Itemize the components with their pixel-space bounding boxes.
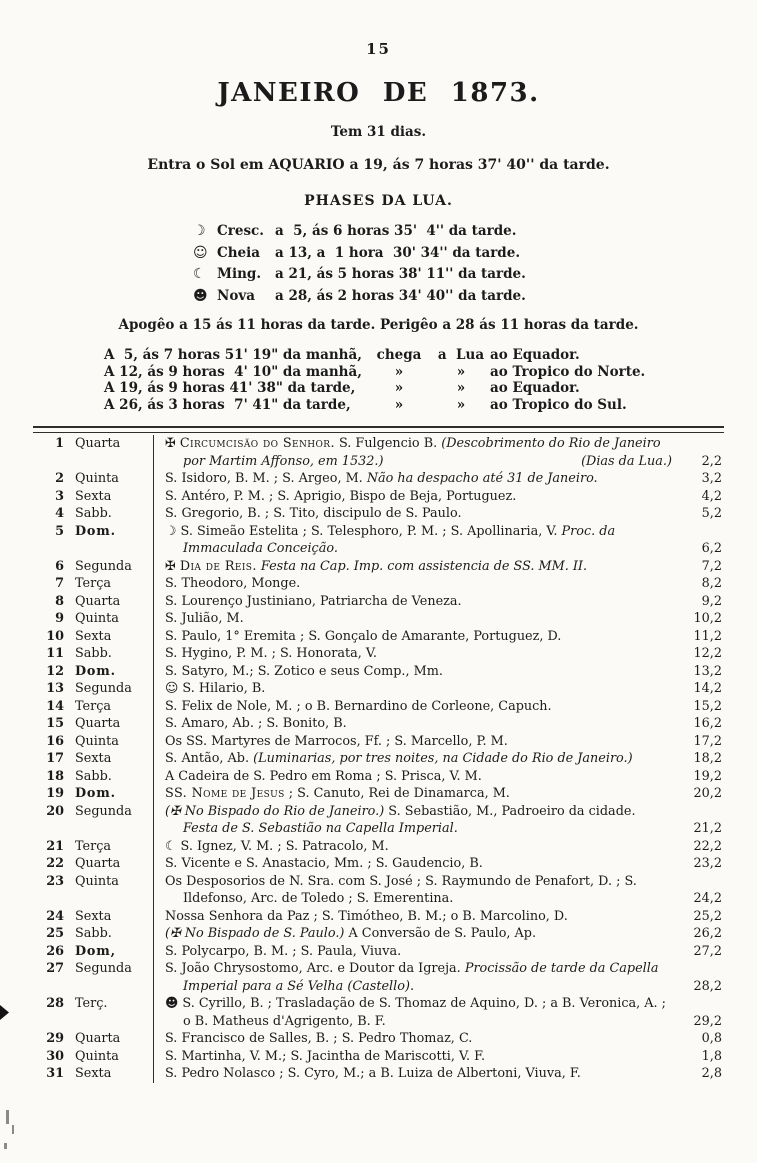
day-entry xyxy=(153,575,678,593)
day-number: 17 xyxy=(46,751,64,766)
entry-text: A Cadeira de S. Pedro em Roma ; S. Prisca, V. M. xyxy=(165,768,482,784)
day-entry xyxy=(153,558,678,576)
weekday-label: Terça xyxy=(75,698,112,714)
new-moon-icon: ☻ xyxy=(193,287,208,304)
weekday-label: Dom. xyxy=(75,663,116,679)
table-row xyxy=(33,908,724,926)
table-row xyxy=(33,803,724,838)
weekday-label: Quinta xyxy=(75,611,119,626)
waning-crescent-icon: ☾ xyxy=(193,266,206,282)
day-entry xyxy=(153,768,678,786)
table-row xyxy=(33,960,724,995)
lunar-crossing-row xyxy=(104,380,757,397)
entry-text: S. Satyro, M.; S. Zotico e seus Comp., Mm. xyxy=(165,663,443,679)
entry-text: Os Desposorios de N. Sra. com S. José ; S. Raymundo de Penafort, D. ; S. Ildefonso, Arc. de Toledo ; S. Emerentina. xyxy=(165,873,637,906)
weekday-label: Dom, xyxy=(75,943,116,959)
entry-text: SS. Nome de Jesus xyxy=(165,786,285,801)
day-entry xyxy=(153,698,678,716)
moon-phases-list xyxy=(193,221,757,307)
lunar-crossing-row xyxy=(104,397,757,414)
weekday-label: Segunda xyxy=(75,803,132,819)
weekday-label: Quarta xyxy=(75,856,121,871)
day-number: 10 xyxy=(46,628,64,644)
table-row xyxy=(33,575,724,593)
moon-phase-label: Cheia xyxy=(217,244,261,261)
table-row xyxy=(33,435,724,470)
crossing-destination: ao Tropico do Norte. xyxy=(490,363,646,380)
crossing-mid: chega xyxy=(376,347,422,363)
weekday-label: Quinta xyxy=(75,1048,119,1064)
entry-text: Nossa Senhora da Paz ; S. Timótheo, B. M.; o B. Marcolino, D. xyxy=(165,908,568,924)
weekday-label: Sabb. xyxy=(75,646,112,661)
entry-text: (✠ No Bispado do Rio de Janeiro.) xyxy=(165,803,385,819)
moon-day-value: 2,8 xyxy=(701,1066,722,1081)
weekday-label: Quinta xyxy=(75,873,119,889)
entry-text: Dia de Reis. xyxy=(179,558,257,574)
day-entry xyxy=(153,663,678,681)
day-entry xyxy=(153,803,678,838)
day-number: 30 xyxy=(46,1048,64,1064)
moon-day-value: 22,2 xyxy=(693,838,722,854)
calendar-rows xyxy=(33,435,724,1083)
moon-day-value: 27,2 xyxy=(693,943,722,959)
moon-phase-row xyxy=(193,264,757,286)
waning-crescent-icon: ☾ xyxy=(165,838,177,854)
day-entry xyxy=(153,470,678,488)
day-number: 13 xyxy=(46,681,64,696)
scan-noise xyxy=(6,1110,9,1124)
weekday-label: Sexta xyxy=(75,1066,112,1081)
weekday-label: Terç. xyxy=(75,996,108,1011)
table-row xyxy=(33,1065,724,1083)
crossing-mid: » xyxy=(456,380,466,396)
crossing-time: A 5, ás 7 horas 51' 19" da manhã, xyxy=(104,347,362,363)
crossing-mid: » xyxy=(456,396,466,413)
weekday-label: Quarta xyxy=(75,436,121,451)
entry-text: S. Antão, Ab. xyxy=(165,751,254,766)
moon-day-value: 16,2 xyxy=(693,716,722,731)
crossing-time: A 26, ás 3 horas 7' 41" da tarde, xyxy=(104,396,351,413)
day-entry xyxy=(153,855,678,873)
moon-day-value: 2,2 xyxy=(701,453,722,469)
table-row xyxy=(33,715,724,733)
weekday-label: Dom. xyxy=(75,523,116,539)
entry-text: S. Hygino, P. M. ; S. Honorata, V. xyxy=(165,646,377,661)
dias-da-lua-label: (Dias da Lua.) xyxy=(581,453,672,469)
entry-text: ; S. Canuto, Rei de Dinamarca, M. xyxy=(284,786,510,801)
entry-text: Proc. da Immaculada Conceição. xyxy=(183,523,616,556)
entry-text: S. Theodoro, Monge. xyxy=(165,576,301,591)
entry-text: S. Hilario, B. xyxy=(178,681,266,696)
moon-phase-row xyxy=(193,286,757,308)
table-row xyxy=(33,943,724,961)
table-row xyxy=(33,750,724,768)
day-number: 6 xyxy=(55,558,64,574)
day-entry xyxy=(153,873,678,908)
table-row xyxy=(33,488,724,506)
moon-day-value: 26,2 xyxy=(693,926,722,941)
day-number: 5 xyxy=(55,523,64,539)
entry-text: (Luminarias, por tres noites, na Cidade do Rio de Janeiro.) xyxy=(253,751,633,766)
table-top-rule xyxy=(33,426,724,433)
day-entry xyxy=(153,943,678,961)
weekday-label: Sexta xyxy=(75,488,112,504)
weekday-label: Sexta xyxy=(75,908,112,924)
cross-icon: ✠ xyxy=(165,558,176,574)
lunar-crossing-row xyxy=(104,364,757,381)
moon-phases-heading: PHASES DA LUA. xyxy=(304,193,453,209)
day-entry xyxy=(153,680,678,698)
crossing-time: A 12, ás 9 horas 4' 10" da manhã, xyxy=(104,363,362,380)
moon-day-value: 25,2 xyxy=(693,908,722,924)
entry-text: S. Lourenço Justiniano, Patriarcha de Veneza. xyxy=(165,593,462,609)
entry-text: S. Ignez, V. M. ; S. Patracolo, M. xyxy=(176,838,389,854)
table-row xyxy=(33,628,724,646)
day-entry xyxy=(153,1048,678,1066)
entry-text: Festa na Cap. Imp. com assistencia de SS. MM. II. xyxy=(260,558,588,574)
table-row xyxy=(33,593,724,611)
day-number: 14 xyxy=(46,698,64,714)
crossing-destination: ao Equador. xyxy=(490,380,580,396)
page-header xyxy=(0,0,757,209)
day-entry xyxy=(153,715,678,733)
table-row xyxy=(33,505,724,523)
entry-text: S. Cyrillo, B. ; Trasladação de S. Thomaz de Aquino, D. ; a B. Veronica, A. ; o B. Matheus d'Agrigento, B. F. xyxy=(178,996,666,1029)
crossing-destination: ao Tropico do Sul. xyxy=(490,396,627,413)
waxing-crescent-icon: ☽ xyxy=(193,223,206,239)
moon-day-value: 7,2 xyxy=(701,558,722,574)
day-entry xyxy=(153,1065,678,1083)
full-moon-icon: ☺ xyxy=(165,681,179,696)
day-number: 20 xyxy=(46,803,64,819)
entry-text: S. Sebastião, M., Padroeiro da cidade. xyxy=(384,803,636,819)
entry-text: S. Martinha, V. M.; S. Jacintha de Mariscotti, V. F. xyxy=(165,1048,486,1064)
table-row xyxy=(33,768,724,786)
crossing-mid: » xyxy=(394,396,404,413)
table-row xyxy=(33,733,724,751)
moon-day-value: 4,2 xyxy=(701,488,722,504)
day-entry xyxy=(153,593,678,611)
entry-text: S. Felix de Nole, M. ; o B. Bernardino de Corleone, Capuch. xyxy=(165,698,552,714)
day-entry xyxy=(153,435,678,470)
moon-day-value: 18,2 xyxy=(693,751,722,766)
weekday-label: Segunda xyxy=(75,558,132,574)
crossing-time: A 19, ás 9 horas 41' 38" da tarde, xyxy=(104,380,356,396)
day-number: 27 xyxy=(46,961,64,976)
table-row xyxy=(33,785,724,803)
page-number: 15 xyxy=(366,40,391,58)
new-moon-icon: ☻ xyxy=(165,996,179,1011)
weekday-label: Sabb. xyxy=(75,926,112,941)
weekday-label: Segunda xyxy=(75,681,132,696)
entry-text: S. Amaro, Ab. ; S. Bonito, B. xyxy=(165,716,347,731)
day-number: 28 xyxy=(46,996,64,1011)
moon-day-value: 12,2 xyxy=(693,646,722,661)
day-number: 12 xyxy=(46,663,64,679)
day-number: 25 xyxy=(46,926,64,941)
entry-text: S. Antéro, P. M. ; S. Aprigio, Bispo de Beja, Portuguez. xyxy=(165,488,517,504)
scan-artifact-triangle xyxy=(0,1005,9,1020)
entry-text: S. João Chrysostomo, Arc. e Doutor da Igreja. xyxy=(165,961,465,976)
day-entry xyxy=(153,785,678,803)
day-number: 1 xyxy=(55,436,64,451)
day-number: 4 xyxy=(55,506,64,521)
moon-day-value: 13,2 xyxy=(693,663,722,679)
day-number: 23 xyxy=(46,873,64,889)
day-number: 3 xyxy=(55,488,64,504)
crossing-destination: ao Equador. xyxy=(490,347,580,363)
weekday-label: Quinta xyxy=(75,471,119,486)
table-row xyxy=(33,680,724,698)
moon-day-value: 3,2 xyxy=(701,471,722,486)
day-entry xyxy=(153,645,678,663)
day-entry xyxy=(153,908,678,926)
table-row xyxy=(33,523,724,558)
entry-text: S. Isidoro, B. M. ; S. Argeo, M. xyxy=(165,471,367,486)
crossing-mid: » xyxy=(456,363,466,380)
moon-phase-row xyxy=(193,243,757,265)
day-entry xyxy=(153,628,678,646)
moon-day-value: 5,2 xyxy=(701,506,722,521)
lunar-crossings-list xyxy=(104,347,757,413)
entry-text: (Descobrimento do Rio de Janeiro por Martim Affonso, em 1532.) xyxy=(183,436,661,469)
weekday-label: Terça xyxy=(75,576,112,591)
entry-text: S. Francisco de Salles, B. ; S. Pedro Thomaz, C. xyxy=(165,1031,473,1046)
moon-day-value: 8,2 xyxy=(701,576,722,591)
weekday-label: Quinta xyxy=(75,733,119,749)
entry-text: Os SS. Martyres de Marrocos, Ff. ; S. Marcello, P. M. xyxy=(165,733,508,749)
table-row xyxy=(33,995,724,1030)
day-entry xyxy=(153,838,678,856)
moon-phase-detail: a 5, ás 6 horas 35' 4'' da tarde. xyxy=(275,223,517,239)
day-number: 8 xyxy=(55,593,64,609)
moon-phase-label: Ming. xyxy=(217,266,262,282)
table-row xyxy=(33,645,724,663)
entry-text: Não ha despacho até 31 de Janeiro. xyxy=(366,471,598,486)
entry-text: S. Pedro Nolasco ; S. Cyro, M.; a B. Luiza de Albertoni, Viuva, F. xyxy=(165,1066,581,1081)
day-number: 16 xyxy=(46,733,64,749)
moon-phase-row xyxy=(193,221,757,243)
table-row xyxy=(33,873,724,908)
table-row xyxy=(33,1048,724,1066)
entry-text: S. Gregorio, B. ; S. Tito, discipulo de S. Paulo. xyxy=(165,506,462,521)
moon-day-value: 15,2 xyxy=(693,698,722,714)
day-entry xyxy=(153,523,678,558)
day-entry xyxy=(153,960,678,995)
day-number: 19 xyxy=(46,786,64,801)
lunar-crossing-row xyxy=(104,347,757,364)
moon-day-value: 1,8 xyxy=(701,1048,722,1064)
table-row xyxy=(33,470,724,488)
weekday-label: Quarta xyxy=(75,593,121,609)
crossing-mid: a Lua xyxy=(437,347,485,363)
table-row xyxy=(33,558,724,576)
moon-phase-detail: a 13, a 1 hora 30' 34'' da tarde. xyxy=(275,244,521,261)
weekday-label: Sabb. xyxy=(75,506,112,521)
scan-noise xyxy=(4,1143,7,1149)
moon-day-value: 17,2 xyxy=(693,733,722,749)
day-number: 9 xyxy=(55,611,64,626)
apsides-line: Apogêo a 15 ás 11 horas da tarde. Perigêo a 28 ás 11 horas da tarde. xyxy=(118,317,639,333)
day-number: 24 xyxy=(46,908,64,924)
day-number: 15 xyxy=(46,716,64,731)
day-entry xyxy=(153,925,678,943)
day-number: 21 xyxy=(46,838,64,854)
moon-day-value: 10,2 xyxy=(693,611,722,626)
page-title: JANEIRO DE 1873. xyxy=(217,78,540,108)
entry-text: S. Vicente e S. Anastacio, Mm. ; S. Gaudencio, B. xyxy=(165,856,483,871)
entry-text: Procissão de tarde da Capella Imperial para a Sé Velha (Castello). xyxy=(183,961,659,994)
cross-icon: ✠ xyxy=(165,436,176,451)
moon-day-value: 14,2 xyxy=(693,681,722,696)
day-number: 29 xyxy=(46,1031,64,1046)
entry-text: S. Paulo, 1° Eremita ; S. Gonçalo de Amarante, Portuguez, D. xyxy=(165,628,562,644)
weekday-label: Terça xyxy=(75,838,112,854)
entry-text: A Conversão de S. Paulo, Ap. xyxy=(344,926,537,941)
day-number: 7 xyxy=(55,576,64,591)
moon-day-value: 9,2 xyxy=(701,593,722,609)
entry-text: Circumcisão do Senhor. xyxy=(179,436,335,451)
moon-phase-label: Cresc. xyxy=(217,223,264,239)
day-number: 31 xyxy=(46,1066,64,1081)
day-entry xyxy=(153,733,678,751)
entry-text: (✠ No Bispado de S. Paulo.) xyxy=(165,926,345,941)
weekday-label: Segunda xyxy=(75,961,132,976)
day-number: 18 xyxy=(46,768,64,784)
waxing-crescent-icon: ☽ xyxy=(165,523,177,539)
table-row xyxy=(33,925,724,943)
day-entry xyxy=(153,610,678,628)
moon-phase-detail: a 21, ás 5 horas 38' 11'' da tarde. xyxy=(275,266,526,282)
sun-entry-line: Entra o Sol em AQUARIO a 19, ás 7 horas 37' 40'' da tarde. xyxy=(147,157,610,173)
moon-day-value: 20,2 xyxy=(693,786,722,801)
weekday-label: Quarta xyxy=(75,716,121,731)
day-entry xyxy=(153,995,678,1030)
moon-day-value: 23,2 xyxy=(693,856,722,871)
table-row xyxy=(33,698,724,716)
weekday-label: Sexta xyxy=(75,751,112,766)
moon-day-value: 24,2 xyxy=(693,891,722,906)
day-entry xyxy=(153,1030,678,1048)
crossing-mid: » xyxy=(394,363,404,380)
day-number: 22 xyxy=(46,856,64,871)
table-row xyxy=(33,855,724,873)
table-row xyxy=(33,663,724,681)
table-row xyxy=(33,610,724,628)
day-entry xyxy=(153,488,678,506)
day-entry xyxy=(153,505,678,523)
weekday-label: Sabb. xyxy=(75,768,112,784)
crossing-mid: » xyxy=(394,380,404,396)
moon-day-value: 21,2 xyxy=(693,821,722,836)
moon-day-value: 28,2 xyxy=(693,978,722,994)
day-number: 26 xyxy=(46,943,64,959)
day-entry xyxy=(153,750,678,768)
moon-day-value: 19,2 xyxy=(693,768,722,784)
day-number: 2 xyxy=(55,471,64,486)
moon-day-value: 0,8 xyxy=(701,1031,722,1046)
scan-noise xyxy=(12,1125,14,1134)
table-row xyxy=(33,838,724,856)
moon-day-value: 6,2 xyxy=(701,541,722,556)
table-row xyxy=(33,1030,724,1048)
weekday-label: Sexta xyxy=(75,628,112,644)
entry-text: S. Polycarpo, B. M. ; S. Paula, Viuva. xyxy=(165,943,402,959)
full-moon-icon: ☺ xyxy=(193,244,208,261)
month-length-line: Tem 31 dias. xyxy=(330,124,427,140)
entry-text: S. Julião, M. xyxy=(165,611,244,626)
weekday-label: Dom. xyxy=(75,786,116,801)
moon-phase-label: Nova xyxy=(217,287,255,304)
moon-day-value: 29,2 xyxy=(693,1013,722,1029)
moon-day-value: 11,2 xyxy=(693,628,722,644)
calendar-table xyxy=(33,426,724,1083)
day-number: 11 xyxy=(46,646,64,661)
weekday-label: Quarta xyxy=(75,1031,121,1046)
entry-text: S. Fulgencio B. xyxy=(334,436,442,451)
moon-phase-detail: a 28, ás 2 horas 34' 40'' da tarde. xyxy=(275,287,526,304)
entry-text: S. Simeão Estelita ; S. Telesphoro, P. M. ; S. Apollinaria, V. xyxy=(176,523,562,539)
entry-text: Festa de S. Sebastião na Capella Imperial. xyxy=(183,821,458,836)
